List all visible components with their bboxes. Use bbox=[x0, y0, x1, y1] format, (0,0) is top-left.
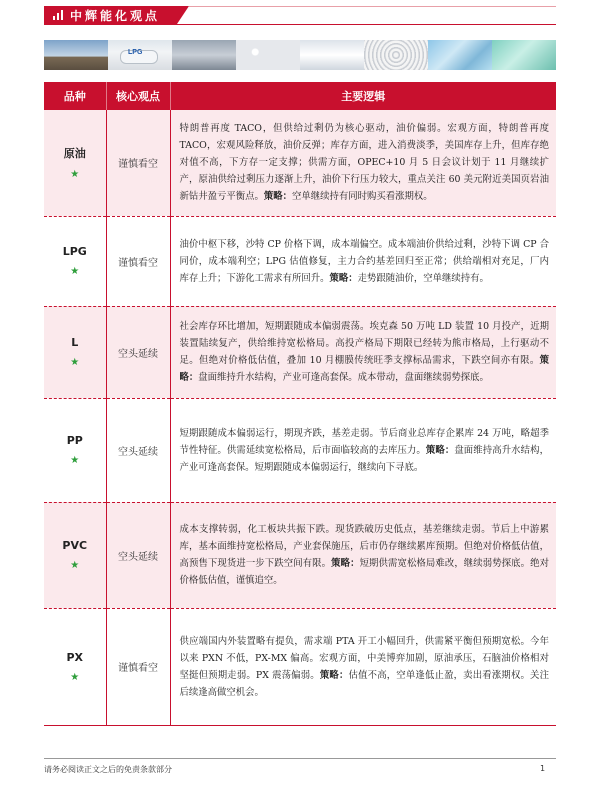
view-cell: 空头延续 bbox=[106, 398, 170, 502]
star-icon: ★ bbox=[70, 169, 80, 181]
page-header bbox=[44, 6, 556, 28]
item-cell bbox=[44, 216, 106, 306]
item-cell bbox=[44, 110, 106, 216]
banner-pellets-image bbox=[236, 40, 300, 70]
header-item: 品种 bbox=[44, 82, 106, 110]
lpg-tank-label: LPG bbox=[128, 49, 143, 56]
header-view: 核心观点 bbox=[106, 82, 170, 110]
logic-text: 短期跟随成本偏弱运行，期现齐跌，基差走弱。节后商业总库存企累库 24 万吨，略超季节性特征。供需延续宽松格局，后市面临较高的去库压力。 bbox=[179, 427, 549, 456]
footer-disclaimer: 请务必阅读正文之后的免责条款部分 bbox=[44, 765, 172, 774]
item-cell bbox=[44, 608, 106, 725]
item-cell bbox=[44, 502, 106, 608]
strategy-label: 策略： bbox=[179, 355, 549, 383]
table-row bbox=[44, 502, 556, 608]
strategy-label: 策略： bbox=[319, 669, 349, 681]
header-divider bbox=[189, 6, 556, 7]
view-cell: 空头延续 bbox=[106, 502, 170, 608]
table-row bbox=[44, 608, 556, 725]
banner-strip bbox=[44, 40, 556, 70]
view-cell: 谨慎看空 bbox=[106, 216, 170, 306]
strategy-label: 策略： bbox=[331, 558, 360, 569]
header-tab bbox=[44, 6, 177, 24]
star-icon: ★ bbox=[70, 671, 80, 683]
logic-cell bbox=[170, 398, 556, 502]
strategy-label: 策略： bbox=[263, 191, 293, 203]
item-name: LPG bbox=[62, 245, 87, 258]
logic-cell bbox=[170, 502, 556, 608]
footer-rule bbox=[44, 758, 556, 759]
table-row bbox=[44, 398, 556, 502]
strategy-text: 空单继续持有同时购买看涨期权。 bbox=[292, 191, 433, 203]
page-number: 1 bbox=[540, 764, 546, 773]
item-name: PP bbox=[66, 434, 83, 447]
header-logic: 主要逻辑 bbox=[170, 82, 556, 110]
item-name: 原油 bbox=[63, 147, 86, 161]
banner-pipes-image bbox=[172, 40, 236, 70]
logic-text: 油价中枢下移，沙特 CP 价格下调，成本端偏空。成本端油价供给过剩，沙特下调 CP 合同价，成本端利空；LPG 估值修复，主力合约基差回归至正常；供给端相对充足，厂内库存上升；下游化工需求有所回升。 bbox=[179, 238, 549, 284]
logic-text: 供应端国内外装置略有提负，需求端 PTA 开工小幅回升，供需紧平衡但预期宽松。今年以来 PXN 不低，PX-MX 偏高。宏观方面，中美博弈加剧，原油承压，石脑油价格相对坚挺但预期走弱。PX 震荡偏弱。 bbox=[179, 635, 549, 681]
banner-film-image bbox=[300, 40, 364, 70]
banner-glass-image bbox=[428, 40, 492, 70]
logic-cell bbox=[170, 608, 556, 725]
strategy-text: 盘面维持升水结构，产业可逢高套保。成本带动，盘面继续弱势探底。 bbox=[198, 372, 489, 383]
view-cell: 谨慎看空 bbox=[106, 608, 170, 725]
strategy-text: 盘面维持高升水结构，产业可逢高套保。短期跟随成本偏弱运行，继续向下寻底。 bbox=[179, 444, 549, 473]
table-row bbox=[44, 306, 556, 398]
logic-text: 特朗普再度 TACO，但供给过剩仍为核心驱动，油价偏弱。宏观方面，特朗普再度 TACO，宏观风险释放，油价反弹；库存方面，进入消费淡季，美国库存上升，但库存绝对值不高，下方存一定支撑；供需方面，OPEC+10 月 5 日会议计划于 11 月继续扩产，原油供给过剩压力逐渐上升，油价下行压力较大，重点关注 60 美元附近美国页岩油新钻井盈亏平衡点。 bbox=[179, 123, 549, 203]
item-name: PX bbox=[66, 650, 84, 664]
view-cell: 谨慎看空 bbox=[106, 110, 170, 216]
banner-granules-image bbox=[364, 40, 428, 70]
strategy-text: 估值不高，空单逢低止盈，卖出看涨期权。关注后续逢高做空机会。 bbox=[179, 669, 549, 698]
header-rule bbox=[44, 24, 556, 25]
banner-oil-rig-image bbox=[44, 40, 108, 70]
star-icon: ★ bbox=[70, 357, 80, 368]
logic-cell bbox=[170, 110, 556, 216]
table-row bbox=[44, 110, 556, 216]
table-header-row bbox=[44, 82, 556, 110]
views-table bbox=[44, 82, 556, 726]
banner-lpg-tank-image bbox=[108, 40, 172, 70]
strategy-label: 策略： bbox=[425, 444, 455, 456]
view-cell: 空头延续 bbox=[106, 306, 170, 398]
star-icon: ★ bbox=[70, 266, 80, 277]
strategy-text: 走势跟随油价，空单继续持有。 bbox=[357, 272, 489, 284]
star-icon: ★ bbox=[70, 560, 80, 571]
strategy-label: 策略： bbox=[329, 272, 358, 284]
star-icon: ★ bbox=[70, 455, 80, 466]
item-cell bbox=[44, 306, 106, 398]
header-title: 中辉能化观点 bbox=[70, 9, 161, 23]
logic-text: 社会库存环比增加，短期跟随成本偏弱震荡。埃克森 50 万吨 LD 装置 10 月投产，近期装置陆续复产，供给维持宽松格局。高投产格局下期限已经转为熊市格局，上行驱动不足。但绝对价格低估值，叠加 10 月棚膜传统旺季支撑标品需求，下跌空间亦有限。 bbox=[179, 321, 549, 366]
logic-cell bbox=[170, 216, 556, 306]
chart-bar-icon bbox=[52, 9, 64, 21]
strategy-text: 短期供需宽松格局难改，继续弱势探底。绝对价格低估值，谨慎追空。 bbox=[179, 558, 549, 586]
header-tab-slant bbox=[177, 6, 189, 24]
logic-text: 成本支撑转弱，化工板块共振下跌。现货跌破历史低点，基差继续走弱。节后上中游累库，基本面维持宽松格局，产业套保施压，后市仍存继续累库预期。但绝对价格低估值，高预售下现货进一步下跌空间有限。 bbox=[179, 524, 549, 569]
item-name: L bbox=[71, 336, 79, 349]
logic-cell bbox=[170, 306, 556, 398]
item-cell bbox=[44, 398, 106, 502]
banner-sheet-image bbox=[492, 40, 556, 70]
table-row bbox=[44, 216, 556, 306]
item-name: PVC bbox=[62, 539, 88, 552]
